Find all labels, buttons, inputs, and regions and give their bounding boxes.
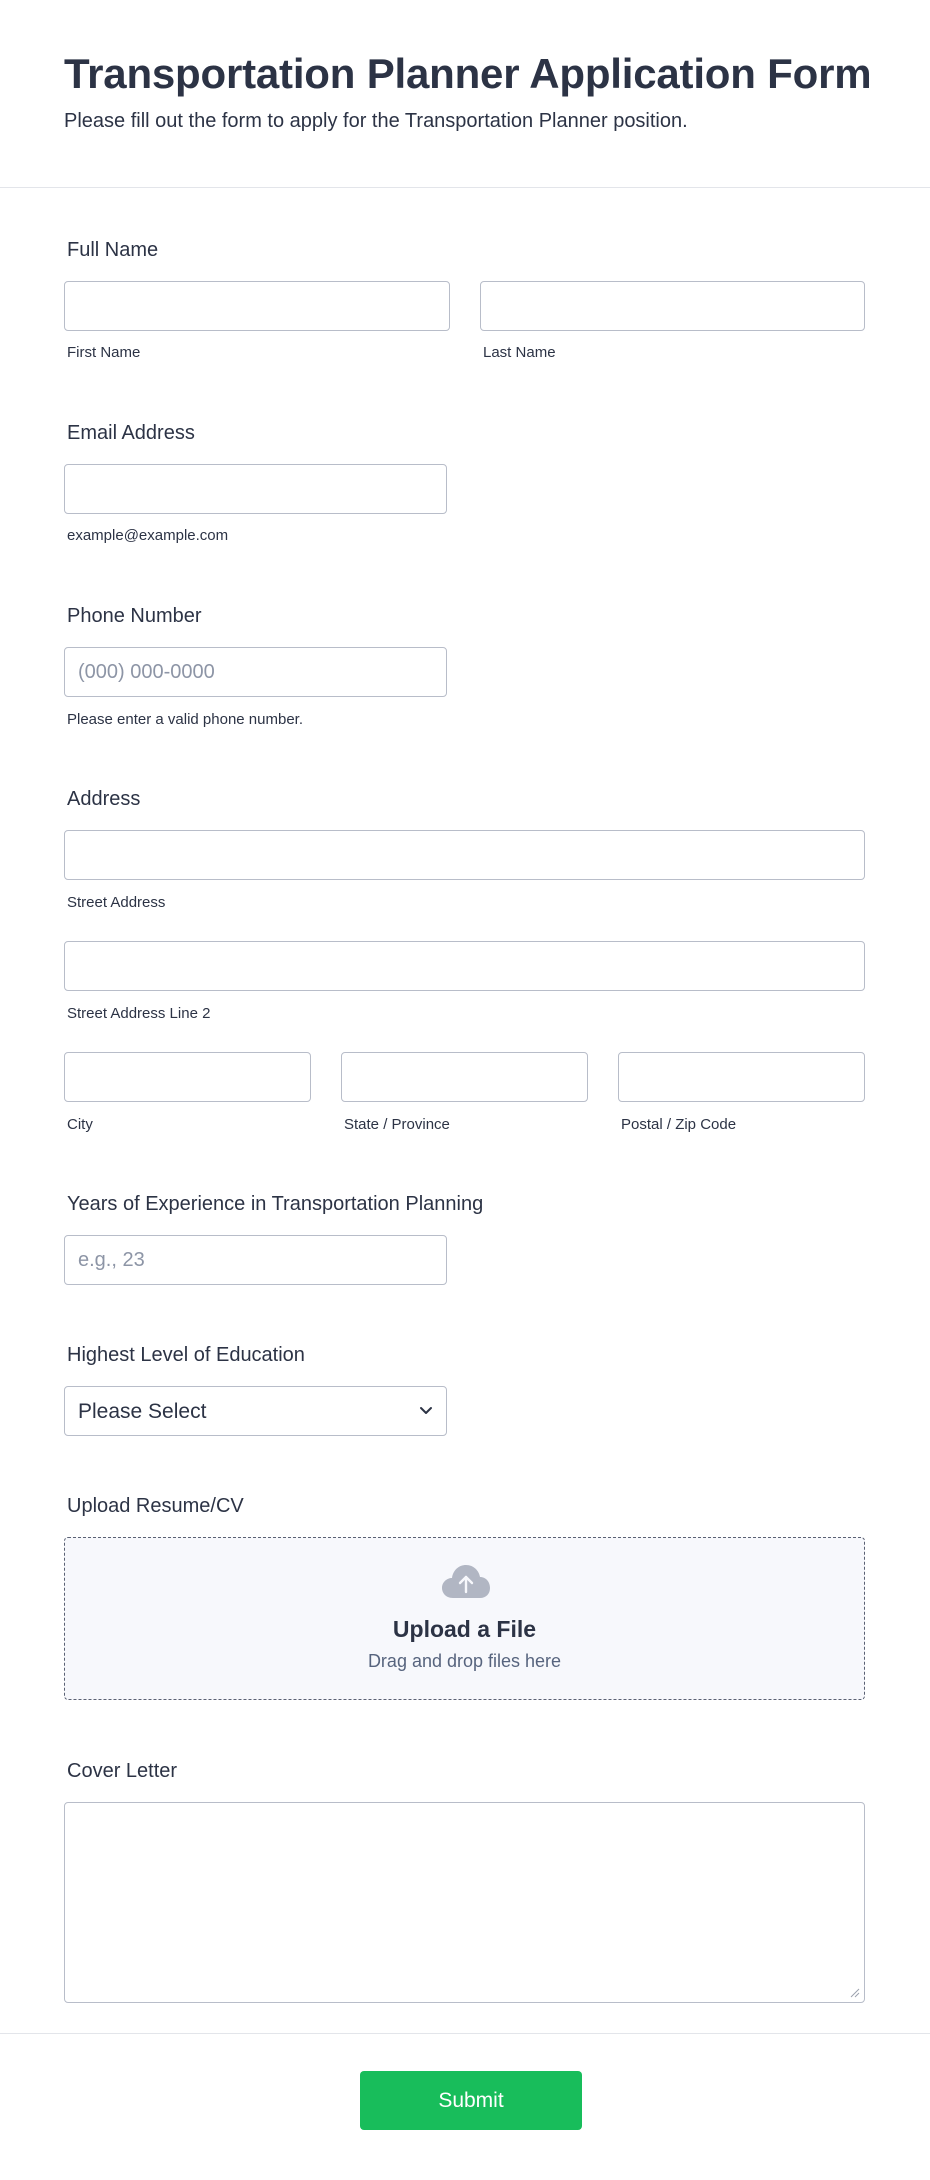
last-name-input[interactable] [480, 281, 865, 331]
cover-letter-label: Cover Letter [67, 1760, 178, 1782]
first-name-sublabel: First Name [67, 344, 141, 361]
phone-input[interactable] [64, 647, 447, 697]
education-selected-value: Please Select [78, 1400, 207, 1423]
email-label: Email Address [67, 422, 195, 444]
experience-input[interactable] [64, 1235, 447, 1285]
form-subtitle: Please fill out the form to apply for the Transportation Planner position. [64, 110, 688, 132]
cover-letter-textarea[interactable] [64, 1802, 865, 2003]
education-label: Highest Level of Education [67, 1344, 305, 1366]
experience-label: Years of Experience in Transportation Planning [67, 1193, 484, 1215]
address-label: Address [67, 788, 141, 810]
last-name-sublabel: Last Name [483, 344, 556, 361]
form-header [0, 0, 930, 188]
education-select[interactable] [64, 1386, 447, 1436]
postal-code-input[interactable] [618, 1052, 865, 1102]
state-sublabel: State / Province [344, 1116, 450, 1133]
submit-button[interactable]: Submit [360, 2071, 582, 2130]
postal-code-sublabel: Postal / Zip Code [621, 1116, 737, 1133]
upload-title: Upload a File [392, 1616, 537, 1642]
street-address-sublabel: Street Address [67, 894, 166, 911]
street-address-line2-input[interactable] [64, 941, 865, 991]
form-title: Transportation Planner Application Form [64, 50, 872, 97]
resize-grip-icon[interactable] [848, 1986, 860, 1998]
email-field[interactable] [64, 464, 447, 514]
city-input[interactable] [64, 1052, 311, 1102]
chevron-down-icon [418, 1404, 434, 1418]
state-input[interactable] [341, 1052, 588, 1102]
footer-divider [0, 2033, 930, 2034]
phone-label: Phone Number [67, 605, 202, 627]
upload-resume-label: Upload Resume/CV [67, 1495, 244, 1517]
cloud-upload-icon [441, 1564, 491, 1600]
email-sublabel: example@example.com [67, 527, 229, 544]
upload-hint: Drag and drop files here [367, 1651, 562, 1671]
full-name-label: Full Name [67, 239, 159, 261]
street-address-line2-sublabel: Street Address Line 2 [67, 1005, 211, 1022]
street-address-input[interactable] [64, 830, 865, 880]
phone-sublabel: Please enter a valid phone number. [67, 711, 303, 728]
file-upload-dropzone[interactable] [64, 1537, 865, 1700]
first-name-input[interactable] [64, 281, 450, 331]
city-sublabel: City [67, 1116, 93, 1133]
